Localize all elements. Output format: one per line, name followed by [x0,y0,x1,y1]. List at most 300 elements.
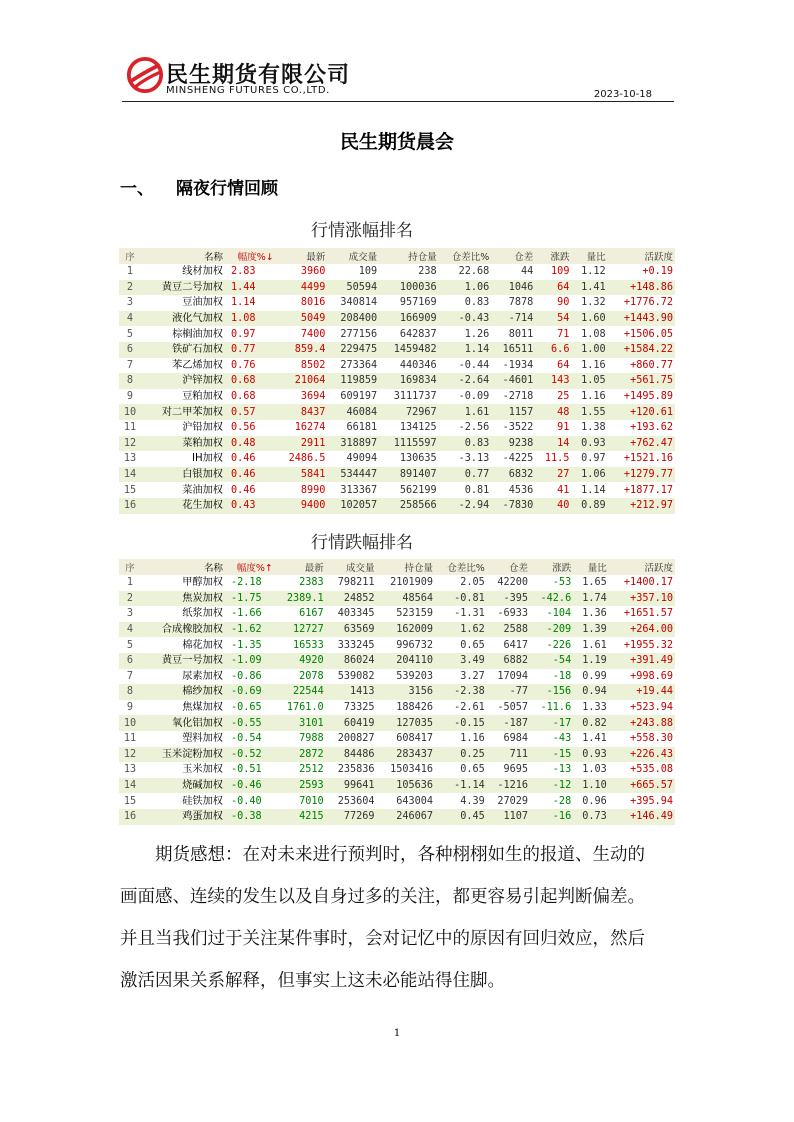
volume-cell: 340814 [340,297,378,309]
futures-thoughts-paragraph [120,834,675,1002]
last-price-cell: 22544 [275,684,326,700]
table-row[interactable] [119,451,675,467]
table-row[interactable] [119,809,675,825]
contract-name-cell: 豆粕加权 [182,391,223,403]
activity-cell: +1506.05 [623,328,673,340]
volume-ratio-cell: 1.12 [581,266,606,278]
gainers-table [119,248,675,514]
change-percent-cell: 0.57 [225,404,276,420]
oi-change-cell: 16511 [491,342,535,358]
contract-name-cell: 氧化铝加权 [141,715,225,731]
table-row[interactable] [119,715,675,731]
row-index-cell: 13 [123,453,137,465]
activity-cell: +558.30 [630,733,673,745]
page-number: 1 [393,1028,401,1039]
table-row[interactable] [119,778,675,794]
volume-cell: 403345 [337,608,375,620]
open-interest-cell: 166909 [379,311,439,327]
row-index-cell: 9 [126,391,134,403]
change-percent-cell: -0.52 [225,747,275,763]
row-index-cell: 3 [126,297,134,309]
table-row[interactable] [119,482,675,498]
contract-name-cell: 焦煤加权 [182,702,223,714]
contract-name-cell: 菜粕加权 [141,436,225,452]
volume-cell: 318897 [327,436,379,452]
volume-ratio-cell: 1.38 [581,422,606,434]
last-price-cell: 4920 [275,653,326,669]
open-interest-cell: 3111737 [393,391,437,403]
oi-change-percent-cell: 0.25 [435,747,487,763]
oi-change-cell: 9695 [503,764,528,776]
contract-name-cell: 烧碱加权 [141,778,225,794]
change-percent-cell: 1.44 [225,280,276,296]
oi-change-percent-cell: 1.14 [439,342,492,358]
activity-cell: +998.69 [630,670,673,682]
volume-ratio-cell: 1.33 [582,702,607,714]
company-logo-icon [126,56,164,94]
price-change-cell: -18 [552,670,572,682]
last-price-cell: 2486.5 [288,453,326,465]
row-index-cell: 10 [119,715,141,731]
oi-change-percent-cell: 0.83 [464,297,490,309]
volume-cell: 534447 [327,467,379,483]
oi-change-percent-cell: -0.81 [435,591,487,607]
contract-name-cell: IH加权 [191,453,223,465]
row-index-cell: 6 [119,653,141,669]
volume-ratio-cell: 0.96 [582,795,607,807]
price-change-cell: 90 [557,297,570,309]
contract-name-cell: 棉花加权 [182,639,223,651]
oi-change-cell: -5057 [497,702,528,714]
activity-cell: +120.61 [608,404,675,420]
contract-name-cell: 甲醇加权 [182,577,223,589]
column-header-price-change[interactable]: 涨跌 [530,559,573,575]
open-interest-cell: 258566 [379,498,439,514]
table-row[interactable] [119,606,675,622]
contract-name-cell: 玉米加权 [182,764,223,776]
row-index-cell: 9 [126,702,134,714]
change-percent-cell: 0.77 [225,342,276,358]
volume-ratio-cell: 1.32 [581,297,606,309]
column-header-volume-ratio[interactable]: 量比 [571,248,607,264]
last-price-cell: 7010 [299,795,324,807]
table-header-row [119,559,675,575]
change-percent-cell: -0.51 [231,764,262,776]
activity-cell: +535.08 [630,764,673,776]
change-percent-cell: -2.18 [231,577,262,589]
table-row[interactable] [119,467,675,483]
activity-cell: +1443.90 [608,311,675,327]
change-percent-cell: -0.38 [225,809,275,825]
row-index-cell: 15 [123,795,137,807]
volume-ratio-cell: 1.06 [571,467,607,483]
oi-change-percent-cell: 1.26 [464,328,490,340]
oi-change-cell: -4601 [491,373,535,389]
oi-change-percent-cell: 0.81 [464,484,490,496]
table-row[interactable] [119,637,675,653]
volume-cell: 119859 [327,373,379,389]
oi-change-cell: -6933 [497,608,528,620]
contract-name-cell: 尿素加权 [182,670,223,682]
oi-change-cell: -2718 [502,391,534,403]
column-header-oi-change-percent[interactable]: 仓差比% [435,559,487,575]
row-index-cell: 4 [119,311,141,327]
oi-change-percent-cell: 0.45 [435,809,487,825]
open-interest-cell: 246067 [377,809,435,825]
activity-cell: +357.10 [609,591,675,607]
contract-name-cell: 黄豆二号加权 [141,280,225,296]
volume-ratio-cell: 1.41 [582,733,607,745]
last-price-cell: 2593 [275,778,326,794]
open-interest-cell: 1503416 [390,764,434,776]
row-index-cell: 12 [119,436,141,452]
activity-cell: +226.43 [609,747,675,763]
volume-cell: 84486 [326,747,377,763]
oi-change-percent-cell: 0.65 [460,764,485,776]
table-row[interactable] [119,358,675,374]
open-interest-cell: 105636 [377,778,435,794]
contract-name-cell: 对二甲苯加权 [141,404,225,420]
price-change-cell: -16 [530,809,573,825]
open-interest-cell: 72967 [379,404,439,420]
volume-cell: 63569 [326,622,377,638]
change-percent-cell: -0.40 [231,795,262,807]
activity-cell: +665.57 [609,778,675,794]
oi-change-cell: -187 [487,715,530,731]
oi-change-percent-cell: -2.94 [439,498,492,514]
column-header-last-price[interactable]: 最新 [276,248,328,264]
price-change-cell: -209 [530,622,573,638]
table-row[interactable] [119,669,675,685]
volume-ratio-cell: 1.10 [573,778,609,794]
contract-name-cell: 玉米淀粉加权 [141,747,225,763]
price-change-cell: 41 [557,484,570,496]
volume-ratio-cell: 0.89 [571,498,607,514]
table-row[interactable] [119,420,675,436]
price-change-cell: 64 [535,280,571,296]
last-price-cell: 7988 [299,733,324,745]
column-header-oi-change[interactable]: 仓差 [487,559,530,575]
paragraph-line: 画面感、连续的发生以及自身过多的关注，都更容易引起判断偏差。 [120,887,645,907]
change-percent-cell: 2.83 [231,266,256,278]
column-header-contract-name[interactable]: 名称 [141,248,225,264]
last-price-cell: 1761.0 [286,702,324,714]
oi-change-percent-cell: -0.15 [435,715,487,731]
column-header-row-index[interactable]: 序 [119,559,141,575]
volume-ratio-cell: 1.19 [573,653,609,669]
activity-cell: +148.86 [608,280,675,296]
table-row[interactable] [119,762,675,778]
oi-change-cell: 17094 [497,670,528,682]
oi-change-cell: 711 [487,747,530,763]
last-price-cell: 859.4 [276,342,328,358]
price-change-cell: -226 [546,639,572,651]
contract-name-cell: 沪锌加权 [141,373,225,389]
price-change-cell: 6.6 [535,342,571,358]
price-change-cell: -156 [530,684,573,700]
page-header [122,56,674,102]
last-price-cell: 3101 [275,715,326,731]
losers-table-title: 行情跌幅排名 [311,533,413,553]
volume-cell: 99641 [326,778,377,794]
activity-cell: +523.94 [630,702,673,714]
oi-change-percent-cell: 22.68 [458,266,490,278]
change-percent-cell: -0.69 [225,684,275,700]
column-header-oi-change-percent[interactable]: 仓差比% [439,248,492,264]
document-title: 民生期货晨会 [339,131,454,153]
column-header-contract-name[interactable]: 名称 [141,559,225,575]
contract-name-cell: 白银加权 [141,467,225,483]
row-index-cell: 8 [119,373,141,389]
oi-change-cell: 6417 [503,639,528,651]
oi-change-cell: 6984 [503,733,528,745]
column-header-volume[interactable]: 成交量 [326,559,377,575]
table-row[interactable] [119,622,675,638]
open-interest-cell: 162009 [377,622,435,638]
row-index-cell: 2 [119,280,141,296]
table-row[interactable] [119,591,675,607]
price-change-cell: -17 [530,715,573,731]
row-index-cell: 12 [119,747,141,763]
column-header-open-interest[interactable]: 持仓量 [377,559,435,575]
table-row[interactable] [119,280,675,296]
table-row[interactable] [119,342,675,358]
oi-change-percent-cell: -2.61 [454,702,485,714]
open-interest-cell: 891407 [379,467,439,483]
activity-cell: +212.97 [608,498,675,514]
row-index-cell: 1 [126,266,134,278]
table-row[interactable] [119,731,675,747]
last-price-cell: 2911 [276,436,328,452]
activity-cell: +0.19 [642,266,673,278]
column-header-row-index[interactable]: 序 [119,248,141,264]
open-interest-cell: 440346 [399,359,437,371]
open-interest-cell: 130635 [399,453,437,465]
table-row[interactable] [119,264,675,280]
last-price-cell: 2872 [275,747,326,763]
gainers-table-title: 行情涨幅排名 [311,221,413,241]
change-percent-cell: 0.46 [231,484,256,496]
table-row[interactable] [119,747,675,763]
volume-ratio-cell: 1.36 [582,608,607,620]
oi-change-percent-cell: 1.61 [439,404,492,420]
volume-ratio-cell: 1.60 [571,311,607,327]
activity-cell: +243.88 [609,715,675,731]
change-percent-cell: -1.09 [225,653,275,669]
change-percent-cell: 1.08 [225,311,276,327]
volume-ratio-cell: 0.97 [581,453,606,465]
table-row[interactable] [119,700,675,716]
last-price-cell: 16533 [293,639,324,651]
table-row[interactable] [119,295,675,311]
table-row[interactable] [119,653,675,669]
contract-name-cell: 豆油加权 [182,297,223,309]
column-header-activity[interactable]: 活跃度 [609,559,675,575]
volume-ratio-cell: 0.73 [573,809,609,825]
activity-cell: +395.94 [630,795,673,807]
volume-ratio-cell: 1.00 [571,342,607,358]
volume-cell: 609197 [340,391,378,403]
open-interest-cell: 539203 [396,670,434,682]
activity-cell: +1584.22 [608,342,675,358]
column-header-last-price[interactable]: 最新 [275,559,326,575]
oi-change-percent-cell: 3.27 [460,670,485,682]
table-row[interactable] [119,575,675,591]
table-row[interactable] [119,436,675,452]
volume-cell: 253604 [337,795,375,807]
volume-ratio-cell: 1.14 [581,484,606,496]
contract-name-cell: 液化气加权 [141,311,225,327]
oi-change-percent-cell: 4.39 [460,795,485,807]
paragraph-line: 并且当我们过于关注某件事时，会对记忆中的原因有回归效应，然后 [120,929,645,949]
oi-change-cell: 6832 [491,467,535,483]
last-price-cell: 8502 [300,359,326,371]
oi-change-cell: 1107 [487,809,530,825]
volume-ratio-cell: 1.61 [582,639,607,651]
last-price-cell: 3960 [300,266,326,278]
table-row[interactable] [119,373,675,389]
volume-cell: 200827 [337,733,375,745]
oi-change-cell: 6882 [487,653,530,669]
column-header-price-change[interactable]: 涨跌 [535,248,571,264]
price-change-cell: 71 [557,328,570,340]
table-row[interactable] [119,793,675,809]
last-price-cell: 12727 [275,622,326,638]
change-percent-cell: -0.54 [231,733,262,745]
oi-change-cell: 1046 [491,280,535,296]
activity-cell: +1877.17 [623,484,673,496]
activity-cell: +1955.32 [623,639,673,651]
open-interest-cell: 1459482 [379,342,439,358]
last-price-cell: 4499 [276,280,328,296]
volume-ratio-cell: 1.65 [582,577,607,589]
column-header-change-percent[interactable]: 幅度%↓ [225,248,276,264]
table-row[interactable] [119,326,675,342]
price-change-cell: 64 [557,359,570,371]
oi-change-percent-cell: -0.44 [458,359,490,371]
change-percent-cell: 0.46 [231,453,256,465]
oi-change-percent-cell: -3.13 [458,453,490,465]
open-interest-cell: 562199 [399,484,437,496]
volume-cell: 24852 [326,591,377,607]
table-row[interactable] [119,311,675,327]
contract-name-cell: 铁矿石加权 [141,342,225,358]
header-divider [122,101,674,102]
column-header-volume[interactable]: 成交量 [327,248,379,264]
column-header-volume-ratio[interactable]: 量比 [573,559,609,575]
oi-change-cell: 9238 [491,436,535,452]
volume-cell: 86024 [326,653,377,669]
column-header-oi-change[interactable]: 仓差 [491,248,535,264]
open-interest-cell: 996732 [396,639,434,651]
activity-cell: +1495.89 [623,391,673,403]
volume-ratio-cell: 1.39 [573,622,609,638]
column-header-open-interest[interactable]: 持仓量 [379,248,439,264]
row-index-cell: 3 [126,608,134,620]
row-index-cell: 16 [119,809,141,825]
activity-cell: +1400.17 [623,577,673,589]
last-price-cell: 6167 [299,608,324,620]
last-price-cell: 4215 [275,809,326,825]
volume-cell: 50594 [327,280,379,296]
volume-ratio-cell: 1.74 [573,591,609,607]
oi-change-percent-cell: 2.05 [460,577,485,589]
oi-change-cell: 4536 [508,484,534,496]
volume-cell: 102057 [327,498,379,514]
activity-cell: +1279.77 [608,467,675,483]
volume-cell: 208400 [327,311,379,327]
contract-name-cell: 棉纱加权 [141,684,225,700]
row-index-cell: 15 [123,484,137,496]
oi-change-cell: -3522 [502,422,534,434]
contract-name-cell: 棕榈油加权 [172,328,223,340]
open-interest-cell: 608417 [396,733,434,745]
contract-name-cell: 菜油加权 [182,484,223,496]
oi-change-cell: 44 [520,266,534,278]
volume-ratio-cell: 0.94 [573,684,609,700]
oi-change-cell: -1216 [487,778,530,794]
column-header-change-percent[interactable]: 幅度%↑ [225,559,275,575]
table-row[interactable] [119,498,675,514]
change-percent-cell: 0.68 [231,391,256,403]
oi-change-percent-cell: 0.65 [460,639,485,651]
volume-ratio-cell: 1.16 [581,391,606,403]
oi-change-percent-cell: 0.83 [439,436,492,452]
table-row[interactable] [119,684,675,700]
last-price-cell: 2512 [299,764,324,776]
volume-cell: 66181 [346,422,378,434]
oi-change-cell: -714 [491,311,535,327]
change-percent-cell: -0.65 [231,702,262,714]
section-number: 一、 [120,179,154,199]
table-row[interactable] [119,389,675,405]
row-index-cell: 7 [126,359,134,371]
contract-name-cell: 线材加权 [182,266,223,278]
open-interest-cell: 127035 [377,715,435,731]
row-index-cell: 14 [119,467,141,483]
oi-change-percent-cell: -1.14 [435,778,487,794]
column-header-activity[interactable]: 活跃度 [608,248,675,264]
table-header-row [119,248,675,264]
row-index-cell: 8 [119,684,141,700]
contract-name-cell: 合成橡胶加权 [141,622,225,638]
change-percent-cell: 0.46 [225,467,276,483]
price-change-cell: -15 [530,747,573,763]
table-row[interactable] [119,404,675,420]
volume-cell: 273364 [340,359,378,371]
last-price-cell: 2383 [299,577,324,589]
row-index-cell: 14 [119,778,141,794]
volume-cell: 1413 [326,684,377,700]
row-index-cell: 16 [119,498,141,514]
oi-change-cell: -4225 [502,453,534,465]
section-title: 隔夜行情回顾 [176,179,278,199]
price-change-cell: -53 [552,577,572,589]
change-percent-cell: -1.35 [231,639,262,651]
change-percent-cell: -0.86 [231,670,262,682]
volume-cell: 235836 [337,764,375,776]
price-change-cell: 48 [535,404,571,420]
change-percent-cell: -1.66 [231,608,262,620]
row-index-cell: 11 [123,422,137,434]
volume-ratio-cell: 1.05 [571,373,607,389]
open-interest-cell: 204110 [377,653,435,669]
activity-cell: +1521.16 [623,453,673,465]
row-index-cell: 4 [119,622,141,638]
company-name-cn: 民生期货有限公司 [166,63,351,88]
document-date: 2023-10-18 [593,89,652,100]
volume-ratio-cell: 1.41 [571,280,607,296]
